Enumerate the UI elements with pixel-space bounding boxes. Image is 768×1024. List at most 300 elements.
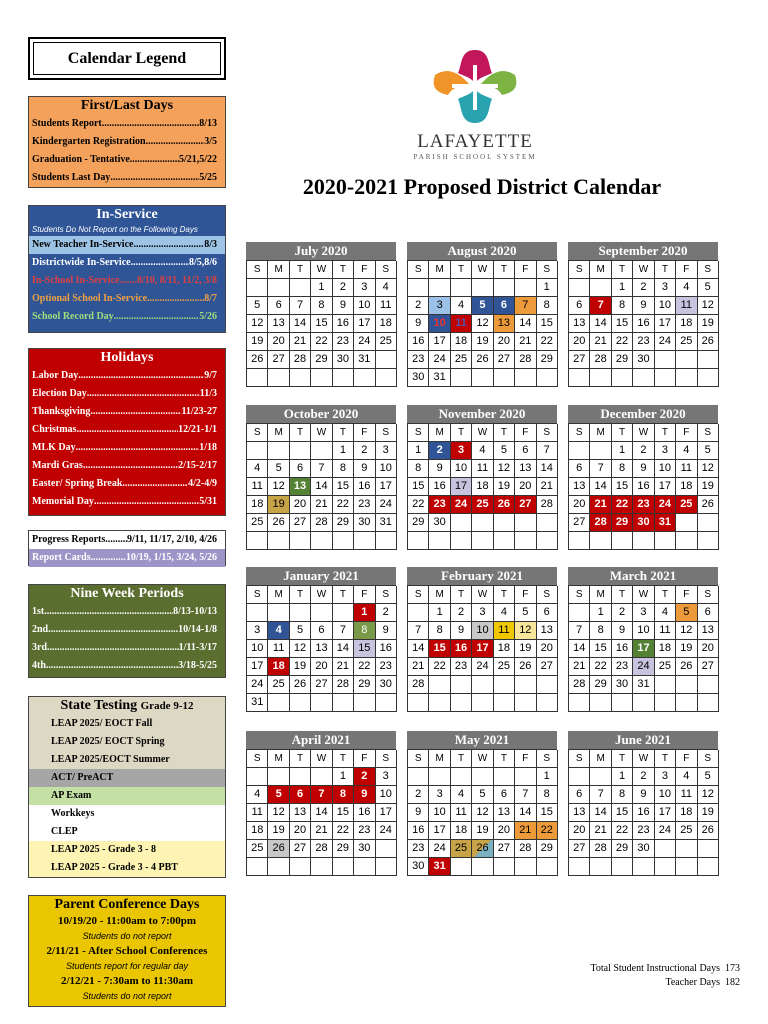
calendar-day: 20 bbox=[290, 822, 311, 840]
calendar-day: 6 bbox=[494, 297, 515, 315]
calendar-day: 2 bbox=[354, 768, 375, 786]
empty-day bbox=[612, 694, 633, 712]
calendar-day: 16 bbox=[451, 640, 472, 658]
empty-day bbox=[633, 369, 654, 387]
calendar-day: 5 bbox=[515, 604, 536, 622]
nine-week-label: 4th bbox=[32, 660, 46, 671]
empty-day bbox=[698, 532, 719, 550]
calendar-day: 28 bbox=[515, 351, 536, 369]
calendar-day: 30 bbox=[376, 676, 397, 694]
nine-week-value: 3/18-5/25 bbox=[178, 660, 217, 671]
empty-day bbox=[676, 369, 697, 387]
calendar-day: 8 bbox=[612, 297, 633, 315]
calendar-day: 19 bbox=[268, 496, 289, 514]
empty-day bbox=[268, 604, 289, 622]
month-calendar bbox=[568, 731, 718, 876]
empty-day bbox=[633, 858, 654, 876]
day-name: W bbox=[472, 261, 493, 279]
calendar-day: 20 bbox=[569, 822, 590, 840]
calendar-day: 24 bbox=[354, 333, 375, 351]
day-name: F bbox=[354, 424, 375, 442]
calendar-day: 13 bbox=[494, 804, 515, 822]
calendar-day: 27 bbox=[569, 840, 590, 858]
calendar-day: 8 bbox=[333, 460, 354, 478]
logo-subtitle: PARISH SCHOOL SYSTEM bbox=[413, 153, 537, 161]
empty-day bbox=[429, 694, 450, 712]
calendar-day: 9 bbox=[408, 804, 429, 822]
calendar-day: 4 bbox=[472, 442, 493, 460]
calendar-day: 9 bbox=[633, 786, 654, 804]
inservice-panel bbox=[28, 205, 226, 333]
inservice-value: 8/7 bbox=[204, 293, 217, 304]
calendar-day: 11 bbox=[472, 460, 493, 478]
calendar-day: 29 bbox=[408, 514, 429, 532]
calendar-day: 4 bbox=[655, 604, 676, 622]
calendar-day: 5 bbox=[268, 460, 289, 478]
day-name: M bbox=[268, 750, 289, 768]
calendar-day: 27 bbox=[569, 514, 590, 532]
calendar-day: 11 bbox=[451, 315, 472, 333]
empty-day bbox=[451, 514, 472, 532]
calendar-day: 2 bbox=[333, 279, 354, 297]
calendar-day: 21 bbox=[311, 822, 332, 840]
empty-day bbox=[515, 694, 536, 712]
calendar-day: 14 bbox=[537, 460, 558, 478]
empty-day bbox=[494, 676, 515, 694]
calendar-day: 20 bbox=[569, 333, 590, 351]
testing-row: LEAP 2025/ EOCT Fall bbox=[29, 715, 225, 733]
calendar-day: 18 bbox=[655, 640, 676, 658]
empty-day bbox=[569, 694, 590, 712]
empty-day bbox=[472, 858, 493, 876]
inservice-row bbox=[29, 308, 225, 326]
calendar-day: 4 bbox=[676, 768, 697, 786]
calendar-day: 29 bbox=[612, 514, 633, 532]
calendar-day: 23 bbox=[633, 333, 654, 351]
inservice-subtitle: Students Do Not Report on the Following Days bbox=[32, 225, 198, 234]
calendar-day: 7 bbox=[290, 297, 311, 315]
parent-conference-panel bbox=[28, 895, 226, 1007]
calendar-day: 26 bbox=[676, 658, 697, 676]
calendar-day: 20 bbox=[494, 822, 515, 840]
empty-day bbox=[494, 369, 515, 387]
calendar-day: 30 bbox=[633, 840, 654, 858]
day-name: M bbox=[268, 261, 289, 279]
calendar-day: 24 bbox=[655, 333, 676, 351]
empty-day bbox=[290, 604, 311, 622]
calendar-day: 11 bbox=[451, 804, 472, 822]
first-last-value: 3/5 bbox=[204, 136, 217, 147]
empty-day bbox=[290, 858, 311, 876]
empty-day bbox=[537, 858, 558, 876]
empty-day bbox=[676, 676, 697, 694]
day-name: F bbox=[354, 750, 375, 768]
calendar-day: 3 bbox=[655, 279, 676, 297]
nine-week-panel bbox=[28, 584, 226, 678]
day-name: W bbox=[633, 586, 654, 604]
calendar-day: 29 bbox=[333, 514, 354, 532]
calendar-day: 18 bbox=[494, 640, 515, 658]
calendar-day: 11 bbox=[494, 622, 515, 640]
empty-day bbox=[537, 676, 558, 694]
calendar-day: 25 bbox=[376, 333, 397, 351]
calendar-day: 17 bbox=[655, 315, 676, 333]
calendar-day: 7 bbox=[515, 297, 536, 315]
calendar-day: 18 bbox=[451, 333, 472, 351]
empty-day bbox=[655, 840, 676, 858]
calendar-day: 5 bbox=[698, 768, 719, 786]
day-name: T bbox=[333, 261, 354, 279]
calendar-day: 28 bbox=[333, 676, 354, 694]
calendar-day: 4 bbox=[247, 460, 268, 478]
day-name: T bbox=[290, 750, 311, 768]
calendar-day: 14 bbox=[515, 804, 536, 822]
calendar-day: 30 bbox=[333, 351, 354, 369]
empty-day bbox=[590, 858, 611, 876]
day-name: T bbox=[494, 750, 515, 768]
empty-day bbox=[494, 532, 515, 550]
calendar-day: 2 bbox=[376, 604, 397, 622]
calendar-day: 14 bbox=[590, 478, 611, 496]
testing-row: CLEP bbox=[29, 823, 225, 841]
calendar-day: 24 bbox=[451, 496, 472, 514]
calendar-day: 13 bbox=[515, 460, 536, 478]
calendar-day: 21 bbox=[333, 658, 354, 676]
calendar-day: 11 bbox=[676, 460, 697, 478]
calendar-day: 19 bbox=[472, 822, 493, 840]
empty-day bbox=[472, 514, 493, 532]
calendar-day: 4 bbox=[376, 279, 397, 297]
inservice-value: 5/26 bbox=[199, 311, 217, 322]
calendar-day: 6 bbox=[569, 297, 590, 315]
calendar-day: 9 bbox=[376, 622, 397, 640]
empty-day bbox=[290, 279, 311, 297]
day-name: S bbox=[698, 586, 719, 604]
empty-day bbox=[537, 532, 558, 550]
inservice-title: In-Service bbox=[96, 207, 158, 222]
calendar-day: 25 bbox=[451, 351, 472, 369]
calendar-day: 31 bbox=[655, 514, 676, 532]
calendar-day: 7 bbox=[408, 622, 429, 640]
progress-label: Progress Reports bbox=[32, 534, 106, 545]
calendar-day: 10 bbox=[655, 297, 676, 315]
calendar-day: 6 bbox=[698, 604, 719, 622]
calendar-day: 7 bbox=[569, 622, 590, 640]
calendar-day: 22 bbox=[590, 658, 611, 676]
day-name: M bbox=[590, 750, 611, 768]
calendar-day: 16 bbox=[429, 478, 450, 496]
calendar-day: 8 bbox=[429, 622, 450, 640]
empty-day bbox=[408, 604, 429, 622]
calendar-day: 20 bbox=[494, 333, 515, 351]
day-name: F bbox=[515, 261, 536, 279]
empty-day bbox=[290, 532, 311, 550]
day-name: W bbox=[633, 750, 654, 768]
calendar-day: 12 bbox=[472, 315, 493, 333]
inservice-row bbox=[29, 272, 225, 290]
calendar-day: 8 bbox=[590, 622, 611, 640]
calendar-day: 26 bbox=[698, 496, 719, 514]
calendar-day: 8 bbox=[537, 786, 558, 804]
logo-name: LAFAYETTE bbox=[417, 131, 533, 152]
calendar-day: 9 bbox=[333, 297, 354, 315]
empty-day bbox=[698, 840, 719, 858]
calendar-day: 25 bbox=[676, 822, 697, 840]
calendar-day: 2 bbox=[612, 604, 633, 622]
empty-day bbox=[354, 369, 375, 387]
day-name: T bbox=[494, 586, 515, 604]
day-name: S bbox=[698, 424, 719, 442]
empty-day bbox=[268, 279, 289, 297]
inservice-value: 8/3 bbox=[204, 239, 217, 250]
calendar-day: 25 bbox=[451, 840, 472, 858]
calendar-day: 4 bbox=[268, 622, 289, 640]
day-name: T bbox=[290, 586, 311, 604]
calendar-day: 12 bbox=[472, 804, 493, 822]
calendar-day: 13 bbox=[698, 622, 719, 640]
day-name: F bbox=[676, 750, 697, 768]
calendar-day: 4 bbox=[247, 786, 268, 804]
calendar-day: 11 bbox=[247, 804, 268, 822]
calendar-day: 8 bbox=[612, 786, 633, 804]
calendar-day: 10 bbox=[429, 315, 450, 333]
calendar-day: 12 bbox=[290, 640, 311, 658]
inservice-label: Optional School In-Service bbox=[32, 293, 148, 304]
calendar-day: 29 bbox=[537, 351, 558, 369]
empty-day bbox=[376, 840, 397, 858]
calendar-day: 14 bbox=[590, 804, 611, 822]
calendar-day: 12 bbox=[698, 786, 719, 804]
empty-day bbox=[333, 858, 354, 876]
calendar-day: 28 bbox=[311, 514, 332, 532]
day-name: T bbox=[290, 261, 311, 279]
calendar-day: 19 bbox=[698, 804, 719, 822]
empty-day bbox=[268, 858, 289, 876]
empty-day bbox=[676, 532, 697, 550]
day-name: S bbox=[537, 586, 558, 604]
calendar-day: 10 bbox=[655, 786, 676, 804]
empty-day bbox=[569, 858, 590, 876]
first-last-row bbox=[29, 151, 225, 169]
calendar-day: 1 bbox=[333, 768, 354, 786]
day-name: T bbox=[655, 424, 676, 442]
empty-day bbox=[494, 768, 515, 786]
calendar-day: 23 bbox=[633, 496, 654, 514]
calendar-day: 16 bbox=[354, 478, 375, 496]
calendar-day: 24 bbox=[429, 351, 450, 369]
calendar-day: 21 bbox=[590, 496, 611, 514]
month-calendar bbox=[246, 405, 396, 550]
calendar-day: 24 bbox=[376, 496, 397, 514]
calendar-day: 8 bbox=[354, 622, 375, 640]
empty-day bbox=[311, 369, 332, 387]
empty-day bbox=[655, 676, 676, 694]
empty-day bbox=[247, 532, 268, 550]
calendar-day: 8 bbox=[408, 460, 429, 478]
progress-panel bbox=[28, 530, 226, 566]
day-name: S bbox=[569, 750, 590, 768]
empty-day bbox=[537, 369, 558, 387]
empty-day bbox=[451, 694, 472, 712]
empty-day bbox=[376, 369, 397, 387]
calendar-day: 30 bbox=[408, 369, 429, 387]
day-name: S bbox=[537, 424, 558, 442]
empty-day bbox=[537, 514, 558, 532]
calendar-day: 17 bbox=[429, 333, 450, 351]
empty-day bbox=[698, 514, 719, 532]
calendar-day: 21 bbox=[590, 333, 611, 351]
calendar-day: 25 bbox=[268, 676, 289, 694]
conference-title: Parent Conference Days bbox=[54, 897, 200, 912]
day-name: T bbox=[333, 424, 354, 442]
calendar-day: 24 bbox=[429, 840, 450, 858]
calendar-day: 4 bbox=[676, 279, 697, 297]
day-name: M bbox=[590, 261, 611, 279]
calendar-day: 11 bbox=[376, 297, 397, 315]
empty-day bbox=[290, 694, 311, 712]
day-name: S bbox=[569, 586, 590, 604]
calendar-day: 6 bbox=[311, 622, 332, 640]
day-name: W bbox=[311, 424, 332, 442]
calendar-day: 27 bbox=[537, 658, 558, 676]
empty-day bbox=[494, 279, 515, 297]
calendar-day: 21 bbox=[515, 822, 536, 840]
empty-day bbox=[515, 676, 536, 694]
calendar-day: 20 bbox=[515, 478, 536, 496]
calendar-day: 26 bbox=[472, 840, 493, 858]
month-title: July 2020 bbox=[246, 242, 396, 260]
empty-day bbox=[333, 694, 354, 712]
empty-day bbox=[290, 768, 311, 786]
calendar-day: 2 bbox=[633, 768, 654, 786]
day-name: T bbox=[333, 586, 354, 604]
calendar-day: 7 bbox=[515, 786, 536, 804]
empty-day bbox=[590, 442, 611, 460]
calendar-day: 1 bbox=[354, 604, 375, 622]
day-name: F bbox=[676, 586, 697, 604]
calendar-day: 28 bbox=[590, 840, 611, 858]
month-title: December 2020 bbox=[568, 405, 718, 423]
empty-day bbox=[515, 279, 536, 297]
empty-day bbox=[247, 279, 268, 297]
day-name: S bbox=[376, 750, 397, 768]
day-name: M bbox=[590, 424, 611, 442]
calendar-day: 10 bbox=[633, 622, 654, 640]
empty-day bbox=[333, 369, 354, 387]
empty-day bbox=[376, 351, 397, 369]
calendar-day: 7 bbox=[590, 460, 611, 478]
holiday-row bbox=[29, 421, 225, 439]
calendar-day: 15 bbox=[612, 315, 633, 333]
month-calendar bbox=[568, 567, 718, 712]
teacher-days-label: Teacher Days bbox=[665, 977, 720, 988]
day-name: T bbox=[451, 261, 472, 279]
holiday-row bbox=[29, 493, 225, 511]
calendar-day: 19 bbox=[515, 640, 536, 658]
calendar-day: 9 bbox=[633, 460, 654, 478]
calendar-day: 28 bbox=[408, 676, 429, 694]
conference-line: Students report for regular day bbox=[65, 961, 189, 971]
holiday-label: MLK Day bbox=[32, 442, 76, 453]
calendar-day: 9 bbox=[429, 460, 450, 478]
calendar-day: 16 bbox=[408, 333, 429, 351]
calendar-day: 30 bbox=[354, 840, 375, 858]
calendar-day: 6 bbox=[537, 604, 558, 622]
empty-day bbox=[268, 442, 289, 460]
empty-day bbox=[590, 768, 611, 786]
holiday-label: Thanksgiving bbox=[32, 406, 91, 417]
calendar-day: 2 bbox=[408, 297, 429, 315]
empty-day bbox=[655, 369, 676, 387]
empty-day bbox=[515, 369, 536, 387]
calendar-day: 15 bbox=[311, 315, 332, 333]
calendar-day: 24 bbox=[633, 658, 654, 676]
empty-day bbox=[612, 858, 633, 876]
month-calendar bbox=[407, 405, 557, 550]
page-title: 2020-2021 Proposed District Calendar bbox=[302, 174, 662, 199]
calendar-day: 1 bbox=[612, 442, 633, 460]
calendar-day: 5 bbox=[698, 279, 719, 297]
calendar-day: 19 bbox=[676, 640, 697, 658]
calendar-day: 7 bbox=[537, 442, 558, 460]
testing-row: LEAP 2025 - Grade 3 - 4 PBT bbox=[29, 859, 225, 877]
calendar-day: 13 bbox=[569, 315, 590, 333]
empty-day bbox=[429, 532, 450, 550]
calendar-day: 27 bbox=[569, 351, 590, 369]
calendar-day: 30 bbox=[612, 676, 633, 694]
calendar-day: 12 bbox=[698, 460, 719, 478]
calendar-day: 3 bbox=[354, 279, 375, 297]
calendar-day: 7 bbox=[311, 460, 332, 478]
calendar-day: 29 bbox=[612, 351, 633, 369]
calendar-day: 20 bbox=[268, 333, 289, 351]
calendar-day: 2 bbox=[451, 604, 472, 622]
month-title: August 2020 bbox=[407, 242, 557, 260]
calendar-day: 12 bbox=[268, 804, 289, 822]
calendar-day: 16 bbox=[354, 804, 375, 822]
inservice-label: Districtwide In-Service bbox=[32, 257, 131, 268]
holiday-value: 2/15-2/17 bbox=[178, 460, 217, 471]
calendar-day: 8 bbox=[537, 297, 558, 315]
calendar-day: 22 bbox=[537, 822, 558, 840]
calendar-day: 17 bbox=[655, 804, 676, 822]
calendar-day: 29 bbox=[590, 676, 611, 694]
first-last-label: Kindergarten Registration bbox=[32, 136, 146, 147]
day-name: T bbox=[333, 750, 354, 768]
empty-day bbox=[268, 694, 289, 712]
empty-day bbox=[311, 768, 332, 786]
day-name: M bbox=[429, 261, 450, 279]
state-testing-grade: Grade 9-12 bbox=[140, 700, 194, 712]
calendar-day: 15 bbox=[590, 640, 611, 658]
empty-day bbox=[311, 858, 332, 876]
empty-day bbox=[633, 694, 654, 712]
calendar-day: 22 bbox=[354, 658, 375, 676]
calendar-day: 16 bbox=[633, 315, 654, 333]
conference-line: 2/11/21 - After School Conferences bbox=[46, 945, 208, 957]
empty-day bbox=[247, 768, 268, 786]
empty-day bbox=[569, 768, 590, 786]
calendar-day: 1 bbox=[408, 442, 429, 460]
testing-row: LEAP 2025/ EOCT Spring bbox=[29, 733, 225, 751]
holidays-title: Holidays bbox=[100, 350, 154, 365]
holiday-value: 12/21-1/1 bbox=[178, 424, 217, 435]
calendar-day: 21 bbox=[515, 333, 536, 351]
calendar-day: 27 bbox=[311, 676, 332, 694]
calendar-day: 18 bbox=[676, 478, 697, 496]
calendar-day: 28 bbox=[569, 676, 590, 694]
empty-day bbox=[472, 369, 493, 387]
